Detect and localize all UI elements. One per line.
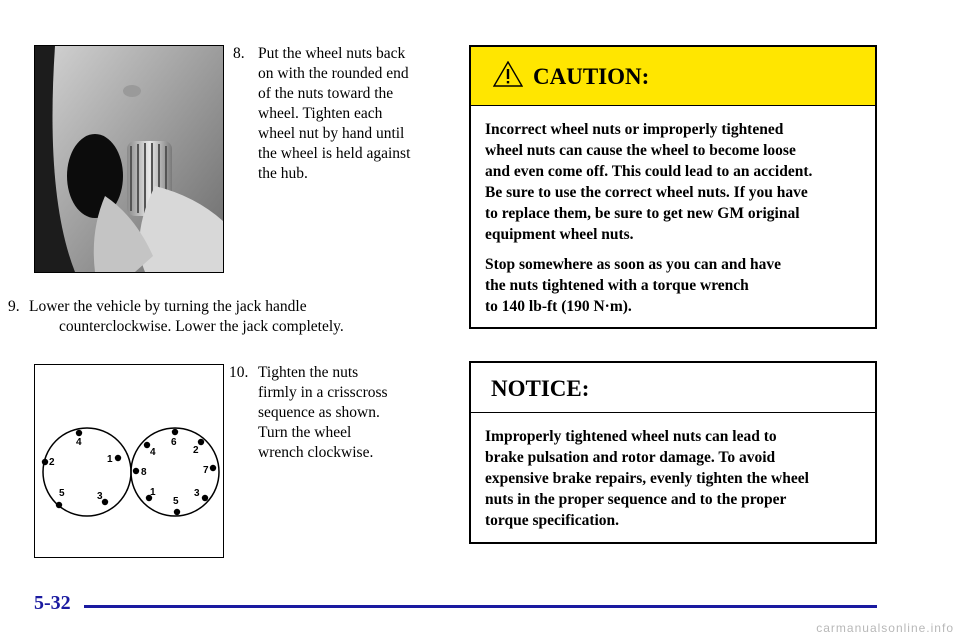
lug-label: 1 [150, 487, 156, 498]
lug-label: 6 [171, 437, 177, 448]
step-8-line: wheel nut by hand until [258, 125, 405, 142]
step-10-line: sequence as shown. [258, 404, 380, 421]
lug-label: 5 [173, 496, 179, 507]
step-8-line: the hub. [258, 165, 308, 182]
watermark: carmanualsonline.info [816, 621, 954, 635]
lug-nut-sequence-diagram [34, 364, 224, 558]
step-10 [229, 363, 429, 473]
notice-body [485, 426, 809, 531]
warning-triangle-icon [493, 61, 523, 87]
step-8-line: Put the wheel nuts back [258, 45, 406, 62]
caution-box [469, 45, 877, 329]
lug-label: 2 [49, 457, 55, 468]
notice-box [469, 361, 877, 544]
caution-line: equipment wheel nuts. [485, 226, 634, 243]
step-9-line: Lower the vehicle by turning the jack handle [29, 298, 307, 315]
caution-line: Be sure to use the correct wheel nuts. If you have [485, 184, 808, 201]
step-number: 9. [8, 298, 20, 315]
caution-line: Stop somewhere as soon as you can and have [485, 256, 781, 273]
caution-line: the nuts tightened with a torque wrench [485, 277, 749, 294]
five-lug-wheel [43, 428, 131, 516]
caution-line: wheel nuts can cause the wheel to become loose [485, 142, 796, 159]
page-number: 5-32 [34, 592, 71, 614]
step-8-line: on with the rounded end [258, 65, 409, 82]
lug-label: 8 [141, 467, 147, 478]
lug-label: 5 [59, 488, 65, 499]
notice-line: torque specification. [485, 512, 620, 529]
caution-title: CAUTION: [533, 64, 650, 89]
lug-label: 3 [194, 488, 200, 499]
step-8-line: the wheel is held against [258, 145, 411, 162]
caution-line: to 140 lb-ft (190 N·m). [485, 298, 632, 315]
step-9 [8, 297, 408, 339]
step-number: 10. [229, 364, 249, 381]
step-10-line: Turn the wheel [258, 424, 352, 441]
step-9-line: counterclockwise. Lower the jack completely. [59, 318, 344, 335]
caution-line: Incorrect wheel nuts or improperly tightened [485, 121, 784, 138]
caution-header [471, 47, 875, 106]
lug-label: 1 [107, 454, 113, 465]
notice-line: Improperly tightened wheel nuts can lead to [485, 428, 777, 445]
step-10-line: firmly in a crisscross [258, 384, 388, 401]
step-8-line: wheel. Tighten each [258, 105, 383, 122]
notice-title: NOTICE: [491, 376, 590, 401]
notice-line: expensive brake repairs, evenly tighten the wheel [485, 470, 809, 487]
step-number: 8. [233, 45, 245, 62]
lug-label: 7 [203, 465, 209, 476]
step-8-line: of the nuts toward the [258, 85, 394, 102]
notice-line: nuts in the proper sequence and to the proper [485, 491, 787, 508]
notice-header [471, 363, 875, 413]
footer-rule [84, 605, 877, 608]
lug-label: 4 [76, 437, 82, 448]
caution-line: and even come off. This could lead to an accident. [485, 163, 813, 180]
caution-line: to replace them, be sure to get new GM original [485, 205, 800, 222]
step-8 [233, 44, 443, 194]
step-10-line: wrench clockwise. [258, 444, 374, 461]
wheel-nut-photo [34, 45, 224, 273]
lug-label: 2 [193, 445, 199, 456]
notice-line: brake pulsation and rotor damage. To avoid [485, 449, 776, 466]
lug-label: 3 [97, 491, 103, 502]
caution-body [485, 119, 812, 317]
lug-label: 4 [150, 447, 156, 458]
step-10-line: Tighten the nuts [258, 364, 359, 381]
